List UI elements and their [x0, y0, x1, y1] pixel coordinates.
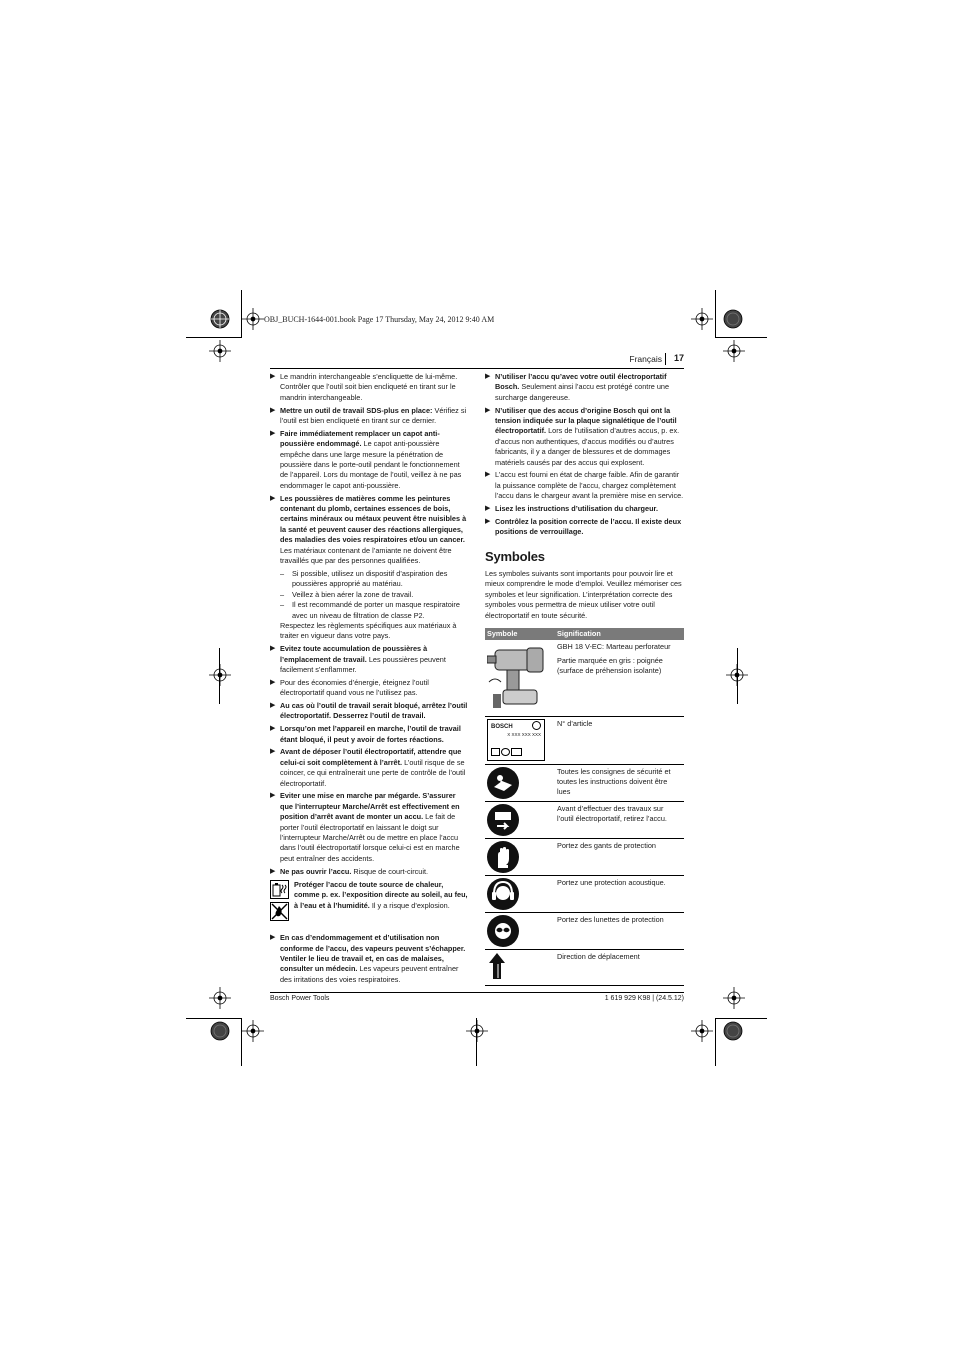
- meaning-text-2: Partie marquée en gris : poignée (surface de préhension isolante): [557, 655, 663, 675]
- page-footer: [270, 992, 684, 1002]
- table-row: [485, 875, 684, 912]
- bullet-bold: N’utiliser que des accus d’origine Bosch qui ont la tension indiquée sur la plaque signalétique de l’outil électroportatif.: [495, 405, 677, 436]
- bullet-item: [485, 406, 684, 468]
- bullet-item: [270, 644, 468, 675]
- dash-text: Veillez à bien aérer la zone de travail.: [292, 589, 414, 599]
- meaning-text: GBH 18 V-EC: Marteau perforateur: [557, 642, 671, 652]
- table-row: [485, 640, 684, 716]
- footer-left: Bosch Power Tools: [270, 995, 330, 1002]
- bullet-text: Vérifiez si l’outil est bien encliqueté en tirant sur ce dernier.: [280, 405, 467, 426]
- bullet-triangle-icon: ▶: [270, 406, 276, 414]
- sub-note: Respectez les règlements spécifiques aux matériaux à traiter en vigueur dans votre pays.: [280, 620, 457, 641]
- left-column: [270, 372, 468, 988]
- warning-icons: [270, 880, 290, 924]
- hammer-drill-icon: [487, 642, 549, 710]
- bullet-triangle-icon: ▶: [270, 494, 276, 502]
- bullet-bold: N’utiliser l’accu qu’avec votre outil électroportatif Bosch.: [495, 372, 667, 392]
- dash-text: Si possible, utilisez un dispositif d’aspiration des poussières approprié au matériau.: [292, 568, 448, 589]
- warning-bold: Protéger l’accu de toute source de chaleur, comme p. ex. l’exposition directe au soleil, au feu, à l’eau et à l’humidité.: [294, 879, 468, 910]
- meaning-text: Avant d’effectuer des travaux sur l’outil électroportatif, retirez l’accu.: [557, 803, 667, 823]
- bullet-triangle-icon: ▶: [270, 748, 276, 756]
- bullet-text: L’accu est fourni en état de charge faible. Afin de garantir la puissance complète de l’accu, chargez complètement l’accu dans le chargeur avant la première mise en service.: [495, 470, 684, 501]
- meaning-text: Portez une protection acoustique.: [557, 877, 666, 887]
- bullet-text: Le mandrin interchangeable s’encliquette de lui-même. Contrôler que l’outil soit bien encliqueté en tirant sur le mandrin interchangeable.: [280, 372, 458, 402]
- bullet-item: [270, 429, 468, 491]
- bullet-bold: Au cas où l’outil de travail serait bloqué, arrêtez l’outil électroportatif. Desserrez l’outil de travail.: [280, 700, 468, 721]
- bullet-triangle-icon: ▶: [270, 429, 276, 437]
- nameplate-brand: BOSCH: [491, 723, 513, 730]
- no-fire-icon: [270, 902, 289, 921]
- page-number: 17: [673, 353, 684, 363]
- direction-arrow-icon: [487, 952, 507, 980]
- bullet-bold: Mettre un outil de travail SDS-plus en place:: [280, 405, 433, 415]
- ear-protection-icon: [487, 878, 519, 910]
- bullet-bold: En cas d’endommagement et d’utilisation non conforme de l’accu, des vapeurs peuvent s’échapper. Ventiler le lieu de travail et, en cas de malaises, consulter un médecin.: [280, 933, 466, 974]
- bullet-item: [270, 747, 468, 789]
- heat-battery-icon: [270, 880, 289, 899]
- meaning-text: Portez des lunettes de protection: [557, 914, 664, 924]
- bullet-item: [270, 701, 468, 722]
- meaning-text: Portez des gants de protection: [557, 840, 656, 850]
- dash-item: [270, 569, 468, 590]
- dash-marker: –: [280, 589, 285, 599]
- bullet-triangle-icon: ▶: [270, 701, 276, 709]
- nameplate-number: X XXX XXX XXX: [507, 731, 541, 737]
- symbols-intro: Les symboles suivants sont importants pour pouvoir lire et mieux comprendre le mode d’emploi. Veuillez mémoriser ces symboles et leur signification. L’interprétation correcte des symboles vous permettra de mieux utiliser votre outil électroportatif en toute sécurité.: [485, 569, 682, 620]
- remove-battery-icon: [487, 804, 519, 836]
- bullet-bold: Avant de déposer l’outil électroportatif, attendre que celui-ci soit complètement à l’arrêt.: [280, 747, 462, 767]
- bullet-text: Risque de court-circuit.: [351, 866, 429, 876]
- dash-marker: –: [280, 600, 285, 610]
- bullet-text: Seulement ainsi l’accu est protégé contre une surcharge dangereuse.: [495, 382, 670, 402]
- symbols-heading: Symboles: [485, 548, 545, 564]
- bullet-item: [485, 372, 684, 403]
- bullet-triangle-icon: ▶: [270, 867, 276, 875]
- bullet-text: Les vapeurs peuvent entraîner des irritations des voies respiratoires.: [280, 964, 459, 984]
- table-row: [485, 716, 684, 764]
- bullet-triangle-icon: ▶: [485, 471, 491, 479]
- meaning-text: Direction de déplacement: [557, 951, 640, 961]
- bullet-triangle-icon: ▶: [270, 373, 276, 380]
- bullet-triangle-icon: ▶: [485, 517, 491, 525]
- symbols-table: [485, 628, 684, 986]
- bullet-item: [270, 406, 468, 427]
- page-language: Français: [629, 354, 662, 364]
- warning-text: Il y a risque d’explosion.: [369, 900, 450, 910]
- bullet-item: [485, 470, 684, 501]
- dash-text: Il est recommandé de porter un masque respiratoire avec un niveau de filtration de classe P2.: [292, 600, 460, 620]
- bullet-bold: Lorsqu’on met l’appareil en marche, l’outil de travail étant bloqué, il peut y avoir de fortes réactions.: [280, 724, 461, 744]
- bullet-triangle-icon: ▶: [270, 725, 276, 733]
- bullet-triangle-icon: ▶: [270, 678, 276, 686]
- goggles-icon: [487, 915, 519, 947]
- bullet-text: Le capot anti-poussière empêche dans une large mesure la pénétration de poussière dans le porte-outil pendant le fonctionnement de l’appareil. Lors du montage de l’outil, veillez à ne pas endommager le capot anti-poussière.: [280, 439, 462, 490]
- read-manual-icon: [487, 767, 519, 799]
- dash-item: [270, 600, 468, 621]
- dash-marker: –: [280, 568, 285, 578]
- bullet-bold: Les poussières de matières comme les peintures contenant du plomb, certaines essences de bois, certains minéraux ou métaux peuvent être nuisibles à la santé et peuvent causer des réactions allergiques, des maladies des voies respiratoires et/ou un cancer.: [280, 493, 467, 545]
- bullet-triangle-icon: ▶: [485, 406, 491, 414]
- nameplate-icon: [487, 719, 545, 761]
- bullet-triangle-icon: ▶: [270, 645, 276, 653]
- page-header: [270, 352, 684, 369]
- bullet-text: Pour des économies d’énergie, éteignez l’outil électroportatif quand vous ne l’utilisez pas.: [280, 677, 429, 698]
- table-row: [485, 764, 684, 801]
- bullet-item: [270, 678, 468, 699]
- table-row: [485, 838, 684, 875]
- bullet-bold: Lisez les instructions d’utilisation du chargeur.: [495, 504, 658, 514]
- bullet-triangle-icon: ▶: [270, 792, 276, 800]
- bullet-bold: Eviter une mise en marche par mégarde. S’assurer que l’interrupteur Marche/Arrêt est effectivement en position d’arrêt avant de monter un accu.: [280, 791, 460, 822]
- bullet-text: Les poussières peuvent facilement s’enflammer.: [280, 654, 446, 674]
- bullet-item: [270, 791, 468, 864]
- bullet-triangle-icon: ▶: [270, 934, 276, 942]
- meaning-text: N° d’article: [557, 718, 593, 728]
- header-separator: [665, 353, 666, 365]
- bullet-text: Les matériaux contenant de l’amiante ne doivent être travaillés que par des personnes qualifiées.: [280, 545, 452, 566]
- gloves-icon: [487, 841, 519, 873]
- bullet-item: [270, 494, 468, 567]
- bullet-triangle-icon: ▶: [485, 505, 491, 513]
- bullet-text: Lors de l’utilisation d’autres accus, p. ex. d’accus non authentiques, d’accus modifiés ou d’autres fabricants, il y a danger de blessures et de dommages matériels causés par des accus qui explosent.: [495, 426, 680, 467]
- meaning-text: Toutes les consignes de sécurité et toutes les instructions doivent être lues: [557, 766, 671, 796]
- dash-item: [270, 590, 468, 600]
- bullet-bold: Evitez toute accumulation de poussières à l’emplacement de travail.: [280, 644, 428, 664]
- bullet-text: L’outil risque de se coincer, ce qui entraînerait une perte de contrôle de l’outil électroportatif.: [280, 757, 466, 788]
- table-row: [485, 801, 684, 838]
- bullet-item: [270, 372, 468, 403]
- bullet-bold: Faire immédiatement remplacer un capot anti-poussière endommagé.: [280, 428, 440, 449]
- footer-right: 1 619 929 K98 | (24.5.12): [604, 995, 684, 1002]
- bullet-item: [270, 867, 468, 877]
- right-column: [485, 372, 684, 986]
- table-row: [485, 912, 684, 949]
- bullet-item: [270, 724, 468, 745]
- battery-warning: [270, 880, 468, 911]
- table-row: [485, 949, 684, 985]
- bullet-triangle-icon: ▶: [485, 373, 491, 380]
- bullet-item: [485, 504, 684, 514]
- bullet-item: [270, 933, 468, 985]
- bullet-text: Le fait de porter l’outil électroportatif en laissant le doigt sur l’interrupteur Marche/Arrêt ou de mettre en place l’accu dans l’outil électroportatif lorsque celui-ci est en marche peut entraîner des accidents.: [280, 812, 460, 863]
- bullet-bold: Ne pas ouvrir l’accu.: [280, 866, 352, 876]
- table-header-meaning: Signification: [555, 628, 684, 640]
- bullet-bold: Contrôlez la position correcte de l’accu. Il existe deux positions de verrouillage.: [495, 516, 682, 537]
- print-header: OBJ_BUCH-1644-001.book Page 17 Thursday, May 24, 2012 9:40 AM: [264, 315, 495, 324]
- bullet-item: [485, 517, 684, 538]
- table-header-symbol: Symbole: [485, 628, 555, 640]
